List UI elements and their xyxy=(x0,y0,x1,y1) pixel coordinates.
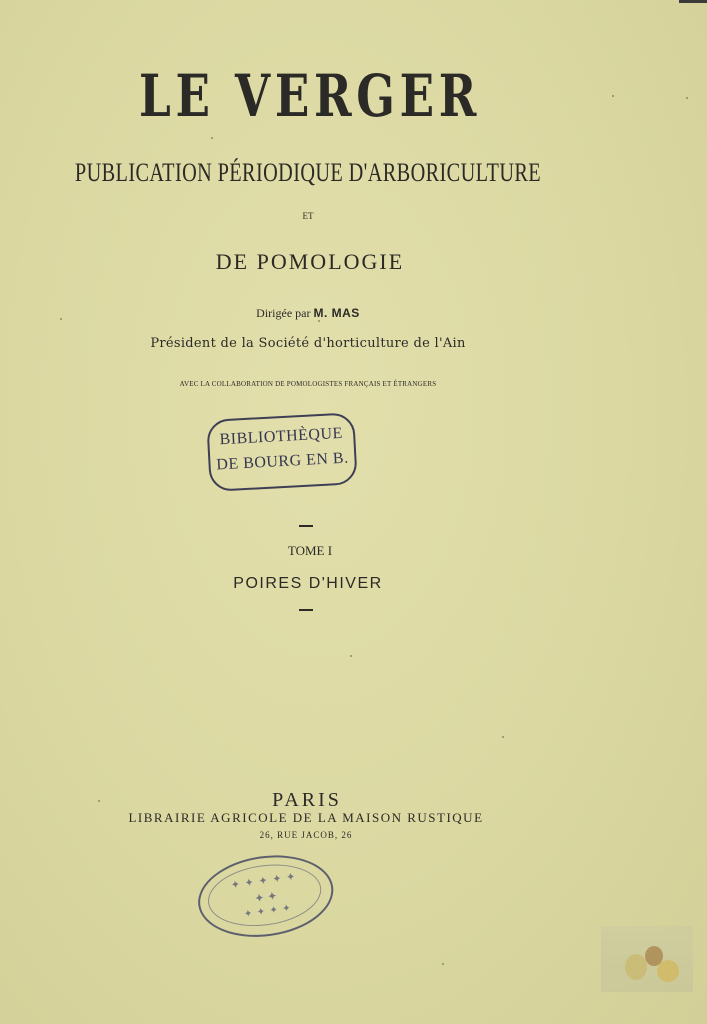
paper-speck xyxy=(60,318,62,320)
editor-line xyxy=(0,306,616,321)
volume-label: TOME I xyxy=(287,543,333,558)
oval-ownership-stamp xyxy=(193,847,341,949)
paper-speck xyxy=(612,95,614,97)
library-stamp xyxy=(206,412,360,492)
library-stamp-line-1: BIBLIOTHÈQUE xyxy=(219,424,344,449)
paper-speck xyxy=(211,137,213,139)
editor-prefix: Dirigée par xyxy=(256,306,311,320)
oval-stamp-mark: ✦ ✦ ✦ ✦ ✦ xyxy=(230,870,298,892)
publication-subtitle-2: DE POMOLOGIE xyxy=(215,249,405,274)
paper-speck xyxy=(442,963,444,965)
editor-name: M. MAS xyxy=(313,306,360,320)
edge-mark xyxy=(679,0,707,3)
paper-speck xyxy=(502,736,504,738)
publisher-city: PARIS xyxy=(272,789,342,811)
conjunction: ET xyxy=(302,211,314,221)
publication-subtitle: PUBLICATION PÉRIODIQUE D'ARBORICULTURE xyxy=(74,158,542,187)
section-title: POIRES D'HIVER xyxy=(233,575,383,592)
divider xyxy=(299,609,313,611)
publisher-address: 26, RUE JACOB, 26 xyxy=(259,830,353,840)
oval-stamp-mark: ✦ ✦ xyxy=(253,888,279,906)
paper-speck xyxy=(318,320,320,322)
collaboration-line: AVEC LA COLLABORATION DE POMOLOGISTES FRANÇAIS ET ÉTRANGERS xyxy=(179,380,437,388)
publisher-name: LIBRAIRIE AGRICOLE DE LA MAISON RUSTIQUE xyxy=(128,810,484,825)
president-line: Président de la Société d'horticulture de l'Ain xyxy=(150,336,466,351)
page-title: LE VERGER xyxy=(138,62,482,130)
paper-speck xyxy=(686,97,688,99)
fruit-shape xyxy=(625,954,647,980)
fruit-thumbnail-image xyxy=(601,926,693,992)
library-stamp-line-2: DE BOURG EN B. xyxy=(215,449,350,474)
oval-stamp-mark: ✦ ✦ ✦ ✦ xyxy=(243,902,293,921)
paper-speck xyxy=(98,800,100,802)
paper-speck xyxy=(350,655,352,657)
divider xyxy=(299,525,313,527)
fruit-shape xyxy=(657,960,679,982)
